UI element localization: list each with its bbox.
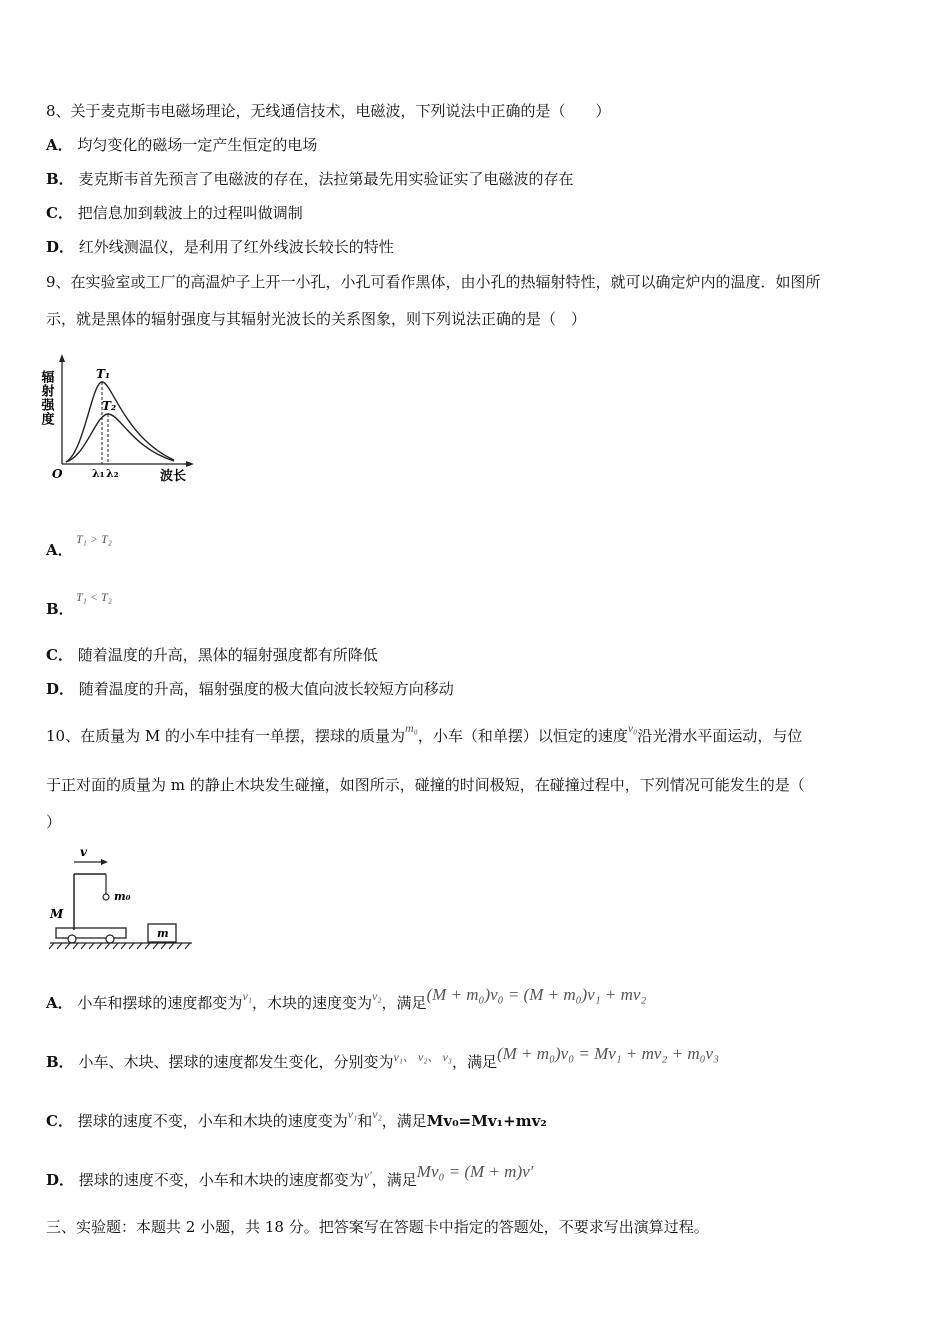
option-text: ，满足: [381, 994, 427, 1012]
q9-option-a-math: T₁ > T₂: [76, 532, 112, 546]
stem-text: 10、在质量为 M 的小车中挂有一单摆，摆球的质量为: [46, 727, 405, 745]
m0-symbol: m₀: [404, 721, 418, 735]
origin-label: O: [52, 467, 63, 481]
q8-option-b: [46, 169, 573, 189]
block-mass-label: m: [157, 927, 169, 940]
option-label: B．: [46, 170, 74, 188]
q9-option-c: [46, 645, 378, 665]
stem-text: 沿光滑水平面运动，与位: [637, 727, 803, 745]
equation: Mv₀ = (M + m)v′: [416, 1162, 534, 1181]
option-label: B．: [46, 1053, 74, 1071]
option-text: 摆球的速度不变，小车和木块的速度变为: [77, 1112, 348, 1130]
option-label: C．: [46, 204, 73, 222]
option-text: 小车、木块、摆球的速度都发生变化，分别变为: [78, 1053, 394, 1071]
q8-stem: 8、关于麦克斯韦电磁场理论，无线通信技术，电磁波，下列说法中正确的是（ ）: [46, 102, 611, 120]
option-label: A．: [46, 136, 73, 154]
option-text: 把信息加到载波上的过程叫做调制: [77, 204, 303, 222]
option-text: 红外线测温仪，是利用了红外线波长较长的特性: [78, 238, 394, 256]
q10-option-b: [46, 1044, 720, 1073]
q9-option-b: [46, 599, 74, 619]
q10-option-d: [46, 1162, 534, 1191]
v0-symbol: v₀: [627, 721, 638, 735]
v1-symbol: v₁: [347, 1107, 358, 1121]
option-label: A．: [46, 994, 73, 1012]
v1-symbol: v₁: [242, 989, 252, 1003]
x-axis-label: 波长: [160, 469, 187, 484]
q10-option-c: [46, 1107, 547, 1132]
q8-option-d: [46, 237, 394, 257]
option-text: ，满足: [371, 1171, 417, 1189]
option-label: D．: [46, 238, 75, 256]
pendulum-mass-label: m₀: [114, 890, 131, 903]
v2-symbol: v₂: [372, 1107, 382, 1121]
q9-option-d: [46, 679, 454, 699]
q9-option-a: [46, 540, 73, 560]
option-label: D．: [46, 680, 75, 698]
cart-mass-label: M: [50, 907, 64, 921]
q9-stem-line1: 9、在实验室或工厂的高温炉子上开一小孔，小孔可看作黑体，由小孔的热辐射特性，就可以确定炉内的温度．如图所: [46, 273, 821, 291]
option-text: 小车和摆球的速度都变为: [77, 994, 243, 1012]
option-label: C．: [46, 646, 73, 664]
lambda2-label: λ₂: [106, 467, 119, 480]
lambda1-label: λ₁: [92, 467, 105, 480]
option-label: A．: [46, 541, 73, 559]
v-prime-symbol: v′: [363, 1168, 372, 1182]
option-text: 随着温度的升高，辐射强度的极大值向波长较短方向移动: [78, 680, 454, 698]
blackbody-radiation-graph: [38, 352, 204, 488]
option-text: 麦克斯韦首先预言了电磁波的存在，法拉第最先用实验证实了电磁波的存在: [78, 170, 574, 188]
v123-symbols: v₁、 v₂、 v₃: [393, 1050, 452, 1064]
curve-t1-label: T₁: [96, 367, 111, 381]
option-text: ，满足: [451, 1053, 497, 1071]
option-text: ，木块的速度变为: [251, 994, 372, 1012]
y-axis-label: 辐射强度: [38, 370, 54, 426]
option-label: D．: [46, 1171, 75, 1189]
q10-stem-line3: ）: [46, 813, 62, 831]
v2-symbol: v₂: [371, 989, 382, 1003]
q9-stem-line2: 示，就是黑体的辐射强度与其辐射光波长的关系图象，则下列说法正确的是（ ）: [46, 310, 587, 328]
q10-stem-line2: 于正对面的质量为 m 的静止木块发生碰撞，如图所示，碰撞的时间极短，在碰撞过程中，下列情况可能发生的是（: [46, 776, 805, 794]
q8-option-c: [46, 203, 303, 223]
option-text: 随着温度的升高，黑体的辐射强度都有所降低: [77, 646, 378, 664]
equation: (M + m₀)v₀ = (M + m₀)v₁ + mv₂: [426, 985, 647, 1004]
cart-pendulum-diagram: [44, 844, 196, 952]
option-text: 均匀变化的磁场一定产生恒定的电场: [77, 136, 318, 154]
curve-t2: [66, 414, 174, 462]
equation: (M + m₀)v₀ = Mv₁ + mv₂ + m₀v₃: [497, 1044, 720, 1063]
section-3-heading: 三、实验题：本题共 2 小题，共 18 分。把答案写在答题卡中指定的答题处，不要求写出演算过程。: [46, 1218, 709, 1236]
q9-option-b-math: T₁ < T₂: [76, 590, 112, 604]
curve-t2-label: T₂: [102, 399, 117, 413]
option-text: 和: [357, 1112, 373, 1130]
option-text: ，满足: [381, 1112, 427, 1130]
option-label: B．: [46, 600, 74, 618]
q10-option-a: [46, 985, 647, 1014]
q10-stem-line1: [46, 721, 803, 747]
velocity-label: v: [80, 845, 87, 859]
equation: Mv₀=Mv₁+mv₂: [426, 1112, 547, 1130]
option-label: C．: [46, 1112, 73, 1130]
option-text: 摆球的速度不变，小车和木块的速度都变为: [78, 1171, 364, 1189]
q8-option-a: [46, 135, 317, 155]
stem-text: ，小车（和单摆）以恒定的速度: [417, 727, 628, 745]
